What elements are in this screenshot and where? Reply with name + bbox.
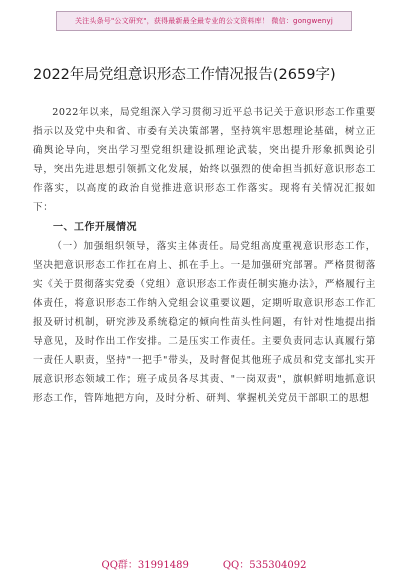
promo-banner-text: 关注头条号"公文研究"，获得最新最全最专业的公文资料库！ 微信：gongwenyj	[74, 17, 334, 25]
section-heading: 一、工作开展情况	[53, 221, 137, 233]
qq-text: QQ：535304092	[222, 560, 307, 571]
document-body	[33, 103, 376, 409]
footer-contacts	[0, 556, 408, 570]
document-title: 2022年局党组意识形态工作情况报告(2659字)	[33, 67, 336, 83]
promo-banner	[56, 11, 352, 31]
intro-paragraph: 2022年以来，局党组深入学习贯彻习近平总书记关于意识形态工作重要指示以及党中央和省、市委有关决策部署，坚持筑牢思想理论基础，树立正确舆论导向，突出学习型党组织建设抓理论武装，突出提升形象抓舆论引导，突出先进思想引领抓文化发展，始终以强烈的使命担当抓好意识形态工作落实，以高度的政治自觉推进意识形态工作落实。现将有关情况汇报如下：	[33, 107, 376, 214]
section-paragraph: （一）加强组织领导，落实主体责任。局党组高度重视意识形态工作，坚决把意识形态工作扛在肩上、抓在手上。一是加强研究部署。严格贯彻落实《关于贯彻落实党委（党组）意识形态工作责任制实施办法》，严格履行主体责任，将意识形态工作纳入党组会议重要议题，定期听取意识形态工作汇报及研讨机制，研究涉及系统稳定的倾向性苗头性问题，有针对性地提出指导意见，及时作出工作安排。二是压实工作责任。主要负责同志认真履行第一责任人职责，坚持"一把手"带头，及时督促其他班子成员和党支部扎实开展意识形态领域工作；班子成员各尽其责、"一岗双责"，旗帜鲜明地抓意识形态工作，管阵地把方向，及时分析、研判、掌握机关党员干部职工的思想	[33, 240, 376, 405]
qq-group-text: QQ群：31991489	[101, 560, 189, 571]
